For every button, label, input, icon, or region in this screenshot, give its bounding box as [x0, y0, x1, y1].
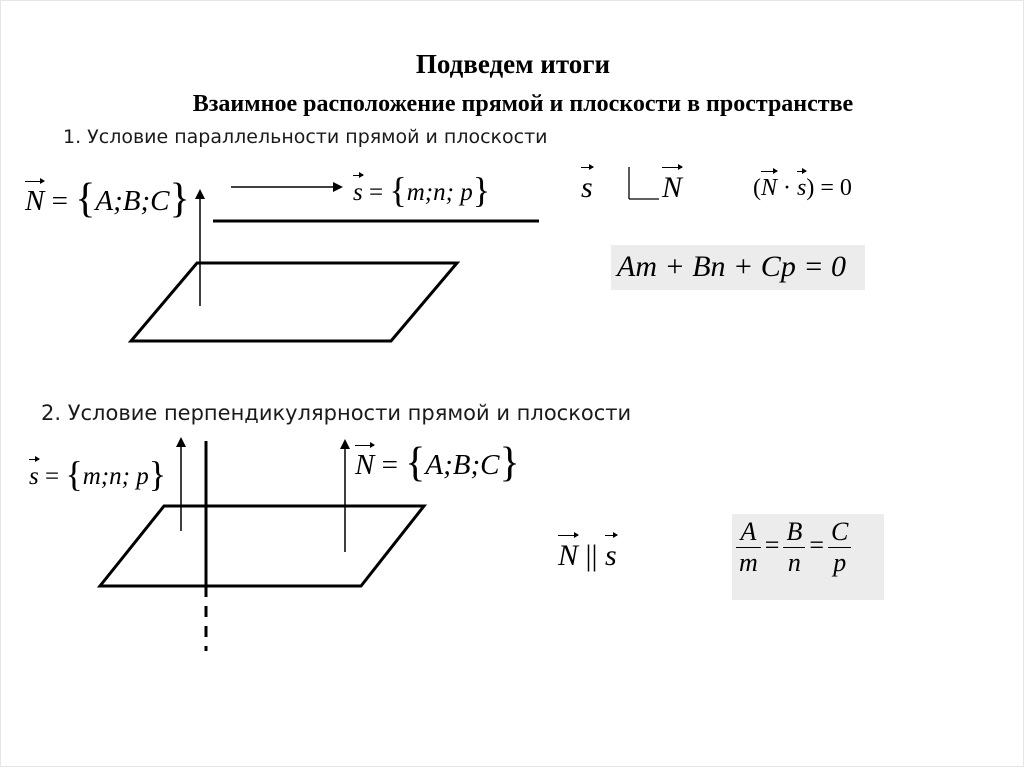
- normal-vector-symbol: N: [25, 185, 45, 217]
- subtitle: Взаимное расположение прямой и плоскости в пространстве: [192, 91, 854, 117]
- parallel-equation: Am + Bn + Cp = 0: [611, 245, 865, 290]
- ratio-c-p: $\frac{C}{p}$: [828, 518, 851, 577]
- ratio-equation: $\frac{A}{m}$ = $\frac{B}{n}$ = $\frac{C}{p}$: [732, 514, 884, 600]
- direction-vector-formula-2: s = {m;n; p}: [29, 454, 167, 494]
- parallel-relation: N || s: [558, 539, 617, 572]
- dot-product-formula: (N · s) = 0: [753, 175, 852, 201]
- ratio-b-n: $\frac{B}{n}$: [783, 518, 805, 577]
- s-symbol-1: s: [581, 171, 593, 204]
- plane-1: [131, 263, 457, 341]
- normal-vector-set: A;B;C: [95, 185, 170, 217]
- direction-vector-symbol: s: [353, 179, 363, 206]
- page-title: Подведем итоги: [415, 49, 611, 79]
- direction-vector-set-2: m;n; p: [82, 463, 149, 490]
- normal-vector-formula-1: N = {A;B;C}: [25, 176, 190, 222]
- normal-vector-set-2: A;B;C: [425, 449, 500, 481]
- diagram-canvas: [1, 1, 1024, 768]
- normal-vector-formula-2: N = {A;B;C}: [355, 440, 520, 486]
- n-symbol-1: N: [662, 171, 683, 204]
- direction-vector-formula-1: s = {m;n; p}: [353, 170, 491, 210]
- plane-2: [100, 506, 424, 586]
- perpendicular-sign: [629, 167, 659, 199]
- ratio-a-m: $\frac{A}{m}$: [736, 518, 761, 577]
- section1-heading: 1. Условие параллельности прямой и плоскости: [63, 126, 548, 148]
- direction-vector-set: m;n; p: [406, 179, 473, 206]
- section2-heading: 2. Условие перпендикулярности прямой и плоскости: [41, 401, 632, 425]
